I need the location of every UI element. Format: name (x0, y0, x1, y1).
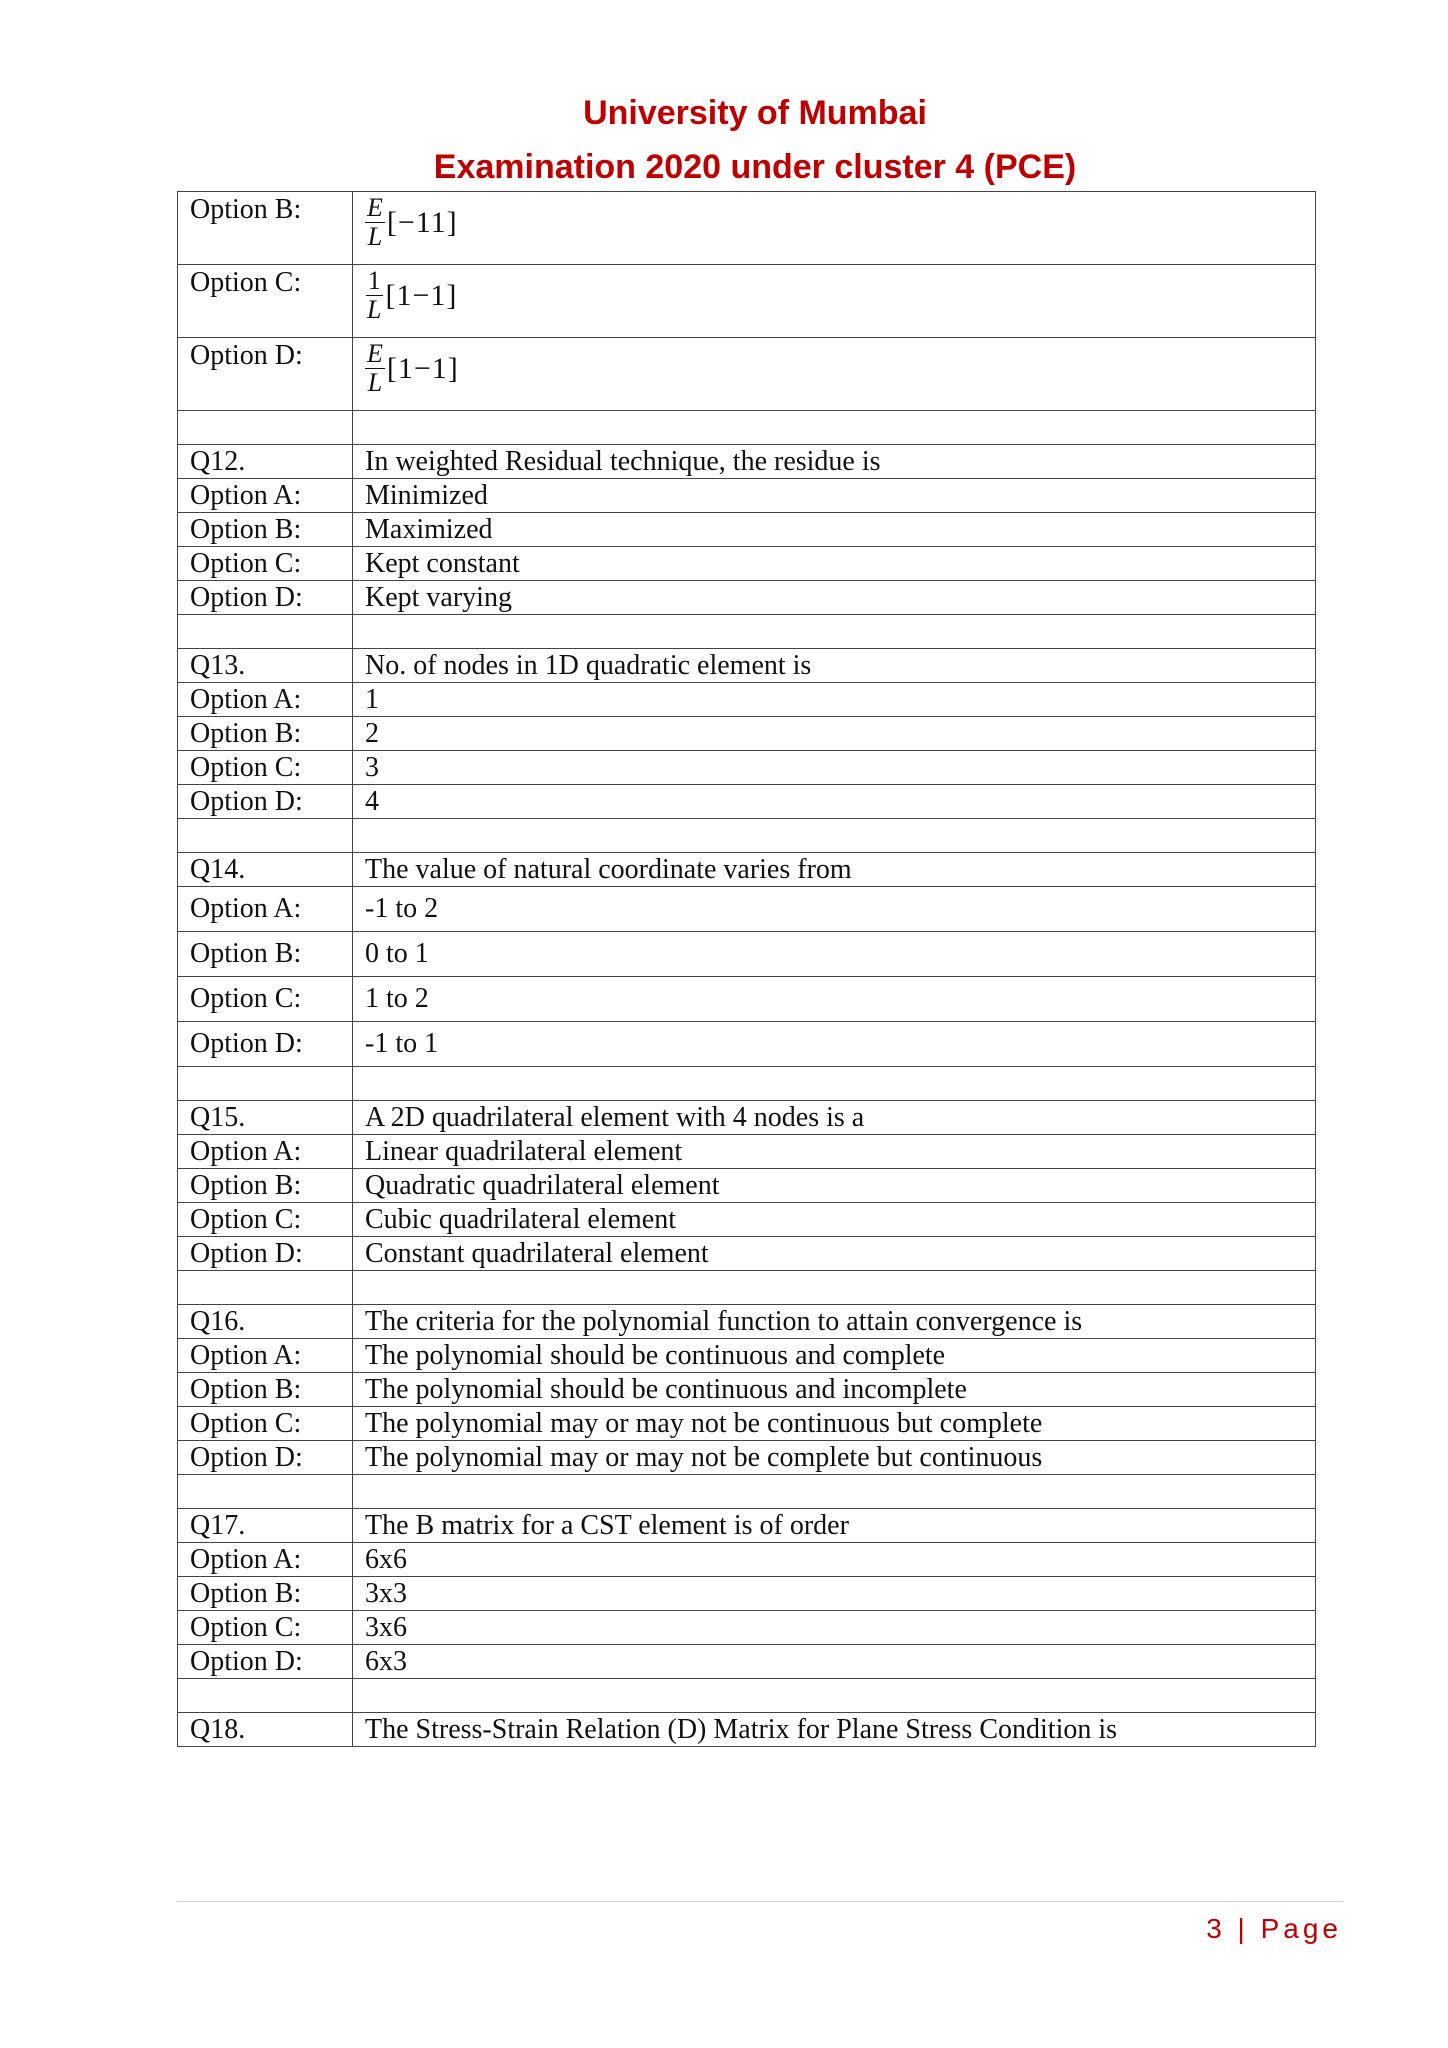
table-row (178, 192, 1316, 265)
option-row (178, 932, 1316, 977)
option-text: Maximized (353, 513, 1316, 547)
option-row (178, 887, 1316, 932)
spacer-row (178, 819, 1316, 853)
option-formula (353, 192, 1316, 265)
option-label: Option C: (178, 265, 353, 338)
option-label: Option B: (178, 1577, 353, 1611)
option-text: 4 (353, 785, 1316, 819)
option-label: Option A: (178, 1339, 353, 1373)
option-text: The polynomial may or may not be continuous but complete (353, 1407, 1316, 1441)
question-row (178, 853, 1316, 887)
question-number: Q17. (178, 1509, 353, 1543)
fraction-denominator: L (367, 368, 383, 397)
question-row (178, 1509, 1316, 1543)
footer-divider (177, 1901, 1343, 1902)
option-row (178, 1543, 1316, 1577)
option-text: -1 to 1 (353, 1022, 1316, 1067)
option-row (178, 1407, 1316, 1441)
matrix-bracket: [−11] (386, 205, 458, 239)
spacer-row (178, 615, 1316, 649)
exam-title: Examination 2020 under cluster 4 (PCE) (433, 148, 1077, 186)
option-row (178, 1237, 1316, 1271)
option-row (178, 581, 1316, 615)
question-number: Q13. (178, 649, 353, 683)
option-text: Constant quadrilateral element (353, 1237, 1316, 1271)
option-text: The polynomial should be continuous and incomplete (353, 1373, 1316, 1407)
option-label: Option D: (178, 338, 353, 411)
fraction-denominator: L (367, 222, 383, 251)
option-row (178, 977, 1316, 1022)
option-label: Option D: (178, 1441, 353, 1475)
option-row (178, 1169, 1316, 1203)
page-number: 3 | Page (1206, 1913, 1342, 1944)
option-row (178, 479, 1316, 513)
option-label: Option D: (178, 1237, 353, 1271)
spacer-row (178, 411, 1316, 445)
option-row (178, 1339, 1316, 1373)
spacer-row (178, 1271, 1316, 1305)
option-label: Option B: (178, 717, 353, 751)
option-text: -1 to 2 (353, 887, 1316, 932)
question-row (178, 445, 1316, 479)
fraction-numerator: E (367, 339, 383, 368)
option-text: 1 (353, 683, 1316, 717)
option-text: Kept constant (353, 547, 1316, 581)
option-row (178, 513, 1316, 547)
option-text: 0 to 1 (353, 932, 1316, 977)
question-number: Q16. (178, 1305, 353, 1339)
option-text: 2 (353, 717, 1316, 751)
option-row (178, 1645, 1316, 1679)
option-text: Cubic quadrilateral element (353, 1203, 1316, 1237)
question-row (178, 1101, 1316, 1135)
matrix-bracket: [1−1] (385, 278, 458, 312)
spacer-row (178, 1475, 1316, 1509)
option-formula (353, 338, 1316, 411)
option-label: Option C: (178, 1611, 353, 1645)
option-label: Option B: (178, 932, 353, 977)
option-label: Option C: (178, 1407, 353, 1441)
option-row (178, 547, 1316, 581)
option-text: The polynomial should be continuous and complete (353, 1339, 1316, 1373)
option-formula (353, 265, 1316, 338)
spacer-row (178, 1067, 1316, 1101)
option-row (178, 1577, 1316, 1611)
option-row (178, 785, 1316, 819)
question-number: Q14. (178, 853, 353, 887)
question-text: The B matrix for a CST element is of order (353, 1509, 1316, 1543)
question-text: In weighted Residual technique, the residue is (353, 445, 1316, 479)
option-row (178, 717, 1316, 751)
option-label: Option B: (178, 1169, 353, 1203)
option-text: 6x6 (353, 1543, 1316, 1577)
question-row (178, 1713, 1316, 1747)
option-row (178, 751, 1316, 785)
option-row (178, 1611, 1316, 1645)
question-text: The criteria for the polynomial function to attain convergence is (353, 1305, 1316, 1339)
option-row (178, 1441, 1316, 1475)
option-label: Option C: (178, 547, 353, 581)
option-text: Linear quadrilateral element (353, 1135, 1316, 1169)
question-row (178, 1305, 1316, 1339)
option-label: Option A: (178, 479, 353, 513)
option-row (178, 1203, 1316, 1237)
option-label: Option A: (178, 683, 353, 717)
fraction-numerator: E (367, 193, 383, 222)
option-label: Option D: (178, 785, 353, 819)
option-text: Minimized (353, 479, 1316, 513)
option-row (178, 1135, 1316, 1169)
option-label: Option D: (178, 581, 353, 615)
question-number: Q18. (178, 1713, 353, 1747)
option-text: 3 (353, 751, 1316, 785)
option-text: 6x3 (353, 1645, 1316, 1679)
option-text: 1 to 2 (353, 977, 1316, 1022)
option-label: Option A: (178, 1543, 353, 1577)
option-row (178, 683, 1316, 717)
question-table (177, 191, 1316, 1747)
option-text: The polynomial may or may not be complete but continuous (353, 1441, 1316, 1475)
question-row (178, 649, 1316, 683)
question-text: The Stress-Strain Relation (D) Matrix for Plane Stress Condition is (353, 1713, 1316, 1747)
fraction-denominator: L (367, 295, 382, 324)
option-label: Option A: (178, 1135, 353, 1169)
fraction-numerator: 1 (367, 266, 381, 295)
question-text: No. of nodes in 1D quadratic element is (353, 649, 1316, 683)
question-number: Q15. (178, 1101, 353, 1135)
option-label: Option D: (178, 1645, 353, 1679)
option-label: Option D: (178, 1022, 353, 1067)
option-label: Option C: (178, 1203, 353, 1237)
question-number: Q12. (178, 445, 353, 479)
option-label: Option B: (178, 513, 353, 547)
option-label: Option B: (178, 1373, 353, 1407)
matrix-bracket: [1−1] (386, 351, 459, 385)
option-text: Kept varying (353, 581, 1316, 615)
table-row (178, 338, 1316, 411)
table-row (178, 265, 1316, 338)
option-text: Quadratic quadrilateral element (353, 1169, 1316, 1203)
option-row (178, 1022, 1316, 1067)
option-text: 3x3 (353, 1577, 1316, 1611)
option-label: Option B: (178, 192, 353, 265)
option-label: Option C: (178, 977, 353, 1022)
question-text: The value of natural coordinate varies from (353, 853, 1316, 887)
option-row (178, 1373, 1316, 1407)
spacer-row (178, 1679, 1316, 1713)
question-text: A 2D quadrilateral element with 4 nodes is a (353, 1101, 1316, 1135)
option-text: 3x6 (353, 1611, 1316, 1645)
university-title: University of Mumbai (583, 94, 927, 132)
option-label: Option C: (178, 751, 353, 785)
option-label: Option A: (178, 887, 353, 932)
